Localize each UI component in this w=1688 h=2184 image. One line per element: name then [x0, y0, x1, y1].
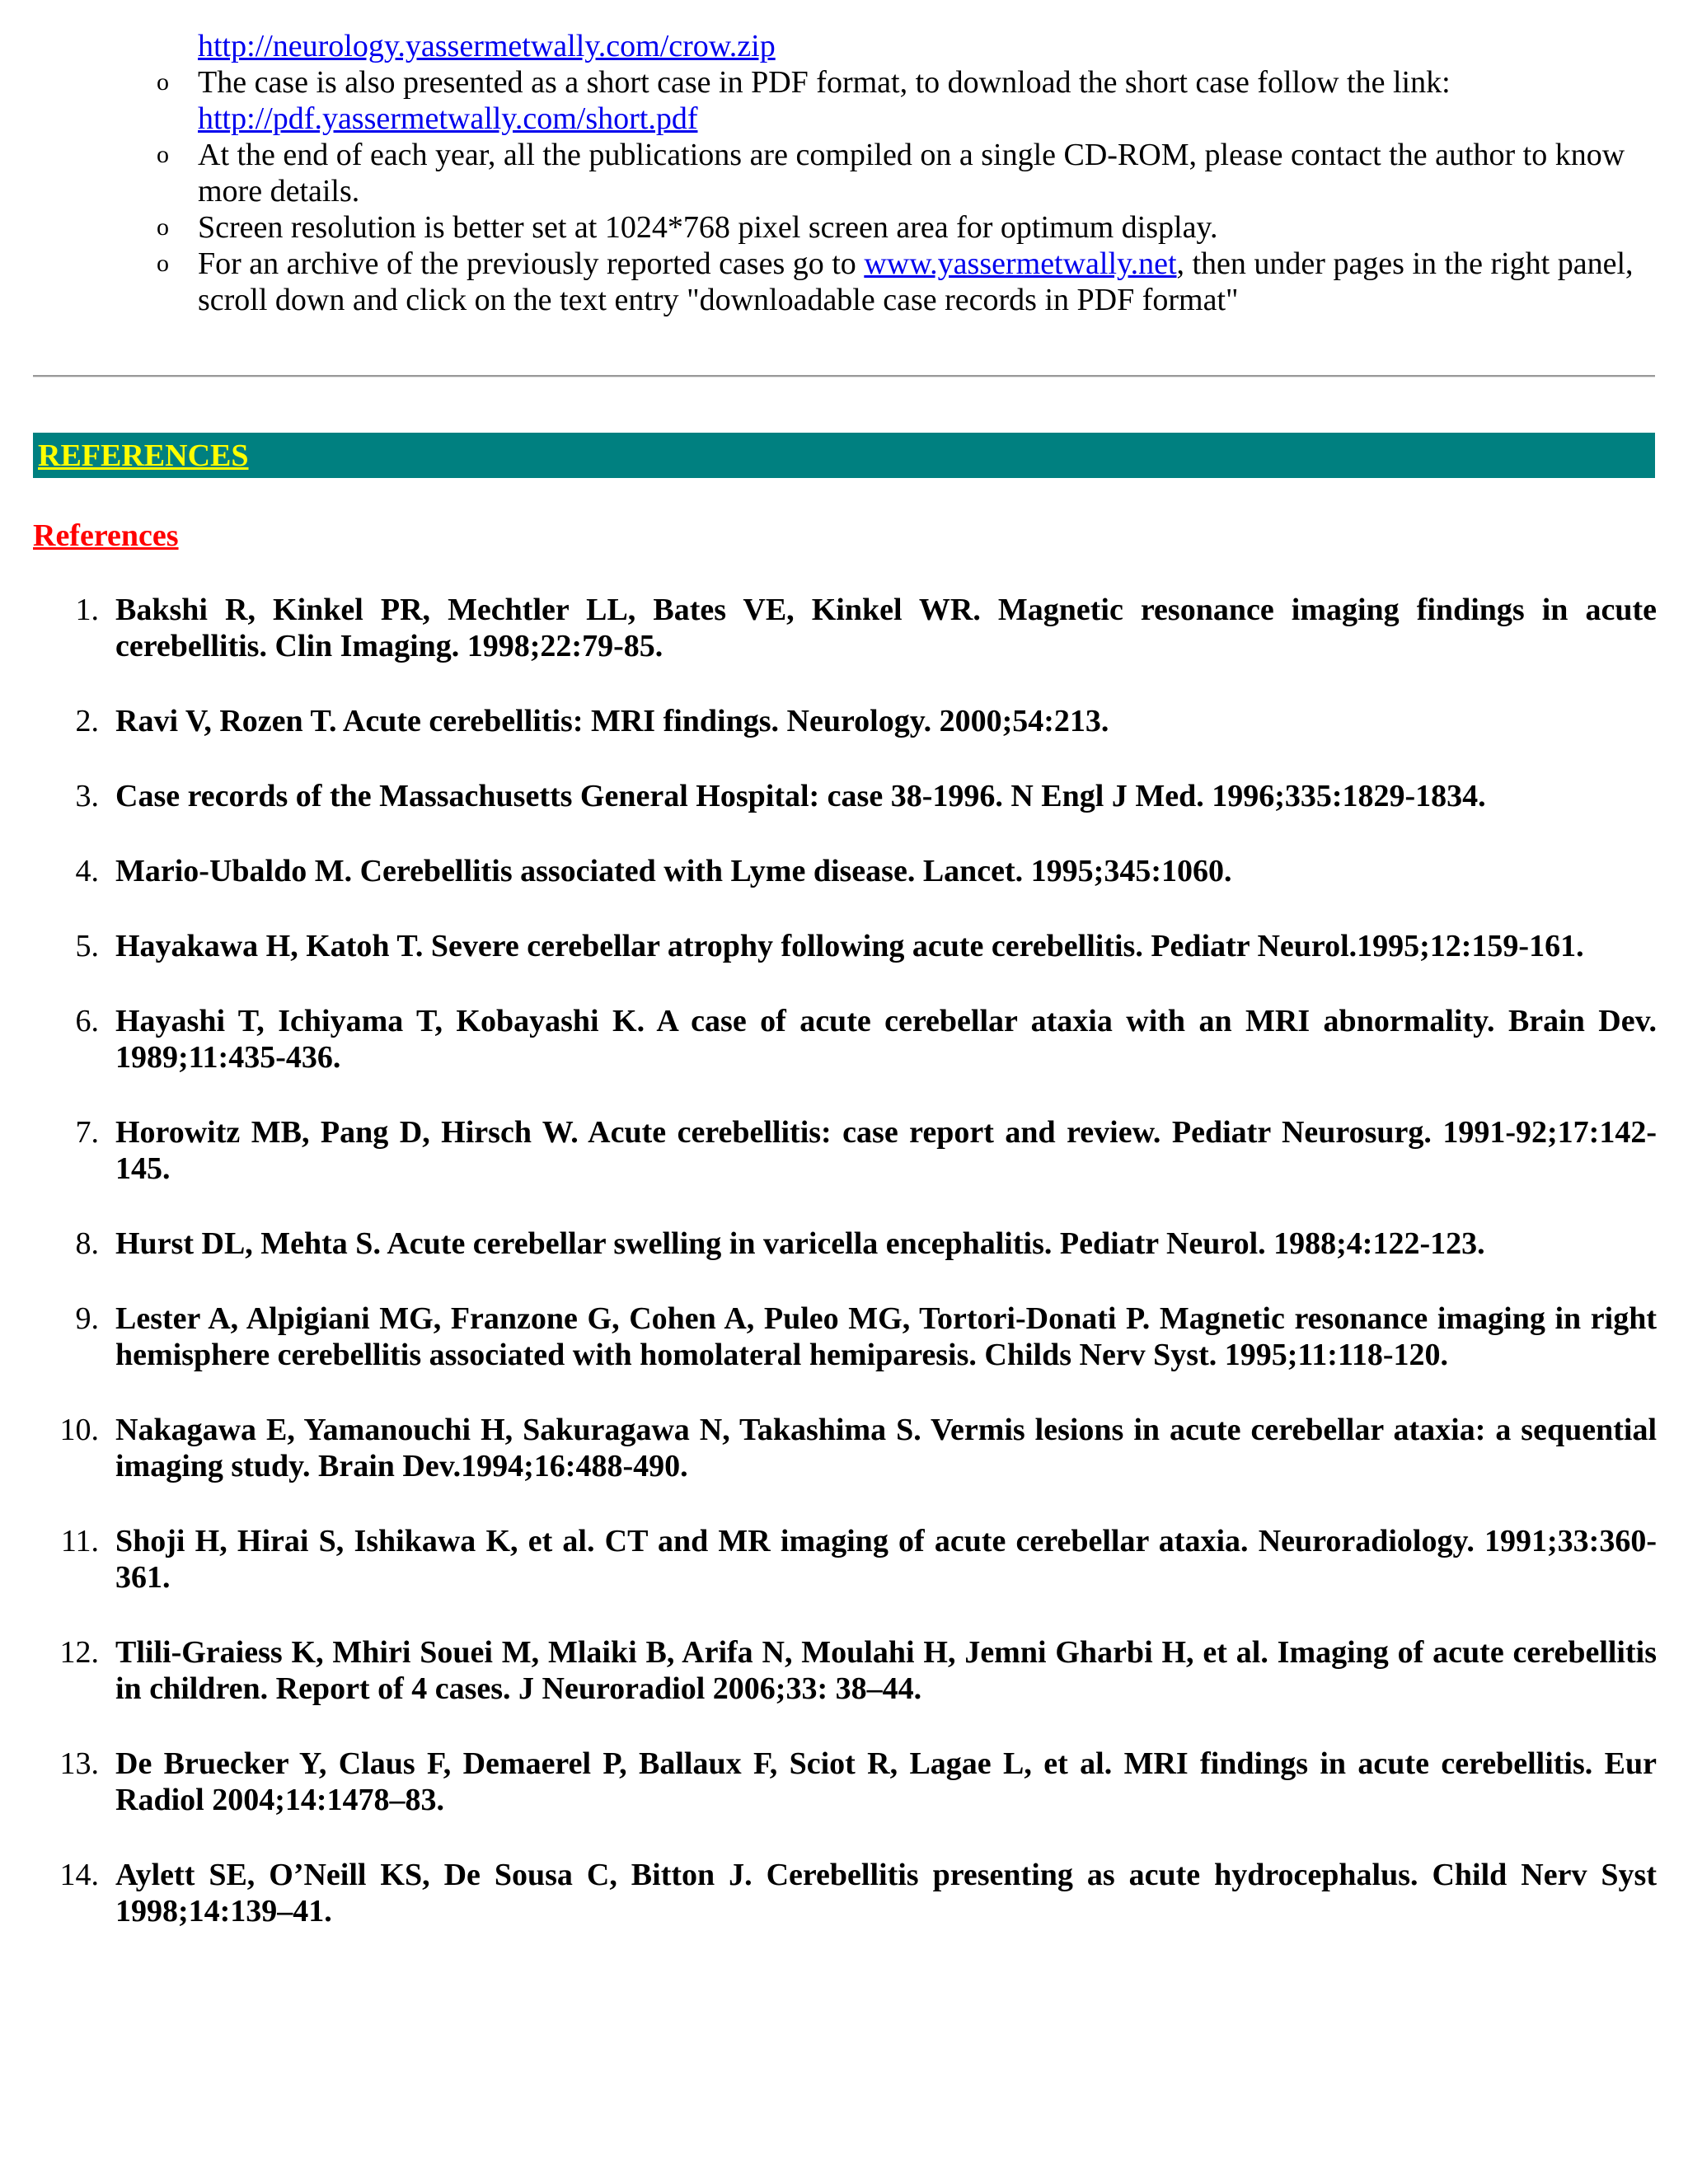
reference-number: 5. — [75, 929, 99, 963]
intro-bullet-1 — [157, 64, 1657, 137]
reference-number: 9. — [75, 1301, 99, 1336]
bullet-icon: o — [157, 250, 169, 277]
reference-item — [49, 1226, 1657, 1262]
reference-number: 3. — [75, 779, 99, 813]
intro-notes — [157, 28, 1657, 318]
crow-zip-link[interactable]: http://neurology.yassermetwally.com/crow.zip — [198, 29, 776, 63]
reference-text: Ravi V, Rozen T. Acute cerebellitis: MRI findings. Neurology. 2000;54:213. — [115, 704, 1109, 738]
reference-text: De Bruecker Y, Claus F, Demaerel P, Ballaux F, Sciot R, Lagae L, et al. MRI findings in acute cerebellitis. Eur Radiol 2004;14:1478–83. — [115, 1746, 1657, 1817]
reference-item — [49, 1114, 1657, 1187]
bullet-icon: o — [157, 213, 169, 241]
references-section-title[interactable]: REFERENCES — [38, 438, 249, 473]
reference-text: Case records of the Massachusetts General Hospital: case 38-1996. N Engl J Med. 1996;335:1829-1834. — [115, 779, 1486, 813]
reference-text: Hayashi T, Ichiyama T, Kobayashi K. A case of acute cerebellar ataxia with an MRI abnormality. Brain Dev. 1989;11:435-436. — [115, 1004, 1657, 1075]
reference-text: Aylett SE, O’Neill KS, De Sousa C, Bitton J. Cerebellitis presenting as acute hydrocephalus. Child Nerv Syst 1998;14:139–41. — [115, 1858, 1657, 1929]
reference-number: 14. — [59, 1858, 99, 1892]
reference-text: Hurst DL, Mehta S. Acute cerebellar swelling in varicella encephalitis. Pediatr Neurol. 1988;4:122-123. — [115, 1226, 1485, 1261]
bullet-icon: o — [157, 68, 169, 96]
references-subheading[interactable]: References — [33, 518, 179, 553]
short-pdf-link[interactable]: http://pdf.yassermetwally.com/short.pdf — [198, 101, 698, 136]
intro-first-line — [198, 28, 1657, 64]
reference-text: Shoji H, Hirai S, Ishikawa K, et al. CT and MR imaging of acute cerebellar ataxia. Neuroradiology. 1991;33:360-361. — [115, 1524, 1657, 1595]
reference-number: 4. — [75, 854, 99, 888]
reference-item — [49, 1301, 1657, 1373]
reference-item — [49, 1857, 1657, 1929]
reference-item — [49, 1003, 1657, 1076]
reference-item — [49, 1746, 1657, 1818]
reference-text: Lester A, Alpigiani MG, Franzone G, Cohen A, Puleo MG, Tortori-Donati P. Magnetic resonance imaging in right hemisphere cerebellitis associated with homolateral hemiparesis. Childs Nerv Syst. 1995;11:118-120. — [115, 1301, 1657, 1372]
intro-bullet-4 — [157, 246, 1657, 318]
reference-number: 11. — [60, 1524, 99, 1558]
reference-number: 10. — [59, 1413, 99, 1447]
reference-number: 8. — [75, 1226, 99, 1261]
bullet-text-after: , then under pages in the right panel, scroll down and click on the text entry "downloadable case records in PDF format" — [198, 246, 1634, 317]
reference-text: Bakshi R, Kinkel PR, Mechtler LL, Bates VE, Kinkel WR. Magnetic resonance imaging findings in acute cerebellitis. Clin Imaging. 1998;22:79-85. — [115, 593, 1657, 663]
reference-number: 6. — [75, 1004, 99, 1038]
reference-text: Tlili-Graiess K, Mhiri Souei M, Mlaiki B, Arifa N, Moulahi H, Jemni Gharbi H, et al. Imaging of acute cerebellitis in children. Report of 4 cases. J Neuroradiol 2006;33: 38–44. — [115, 1635, 1657, 1706]
reference-text: Mario-Ubaldo M. Cerebellitis associated with Lyme disease. Lancet. 1995;345:1060. — [115, 854, 1232, 888]
reference-item — [49, 1412, 1657, 1484]
reference-item — [49, 1523, 1657, 1596]
bullet-text-before: For an archive of the previously reported cases go to — [198, 246, 865, 281]
website-link[interactable]: www.yassermetwally.net — [864, 246, 1177, 281]
reference-number: 13. — [59, 1746, 99, 1781]
reference-item — [49, 853, 1657, 889]
reference-item — [49, 1634, 1657, 1707]
reference-text: Hayakawa H, Katoh T. Severe cerebellar atrophy following acute cerebellitis. Pediatr Neurol.1995;12:159-161. — [115, 929, 1584, 963]
bullet-text: Screen resolution is better set at 1024*768 pixel screen area for optimum display. — [198, 210, 1218, 245]
horizontal-divider — [33, 375, 1655, 377]
references-list — [49, 592, 1657, 1968]
bullet-icon: o — [157, 141, 169, 168]
reference-text: Nakagawa E, Yamanouchi H, Sakuragawa N, Takashima S. Vermis lesions in acute cerebellar ataxia: a sequential imaging study. Brain Dev.1994;16:488-490. — [115, 1413, 1657, 1483]
reference-item — [49, 928, 1657, 964]
reference-number: 1. — [75, 593, 99, 627]
intro-bullet-2 — [157, 137, 1657, 209]
bullet-text: At the end of each year, all the publications are compiled on a single CD-ROM, please contact the author to know more details. — [198, 138, 1625, 209]
reference-item — [49, 778, 1657, 814]
bullet-text: The case is also presented as a short case in PDF format, to download the short case follow the link: — [198, 65, 1451, 100]
reference-number: 7. — [75, 1115, 99, 1150]
reference-text: Horowitz MB, Pang D, Hirsch W. Acute cerebellitis: case report and review. Pediatr Neurosurg. 1991-92;17:142-145. — [115, 1115, 1657, 1186]
reference-item — [49, 703, 1657, 739]
references-section-bar — [33, 433, 1655, 478]
reference-number: 12. — [59, 1635, 99, 1670]
reference-number: 2. — [75, 704, 99, 738]
reference-item — [49, 592, 1657, 664]
intro-bullet-3 — [157, 209, 1657, 246]
